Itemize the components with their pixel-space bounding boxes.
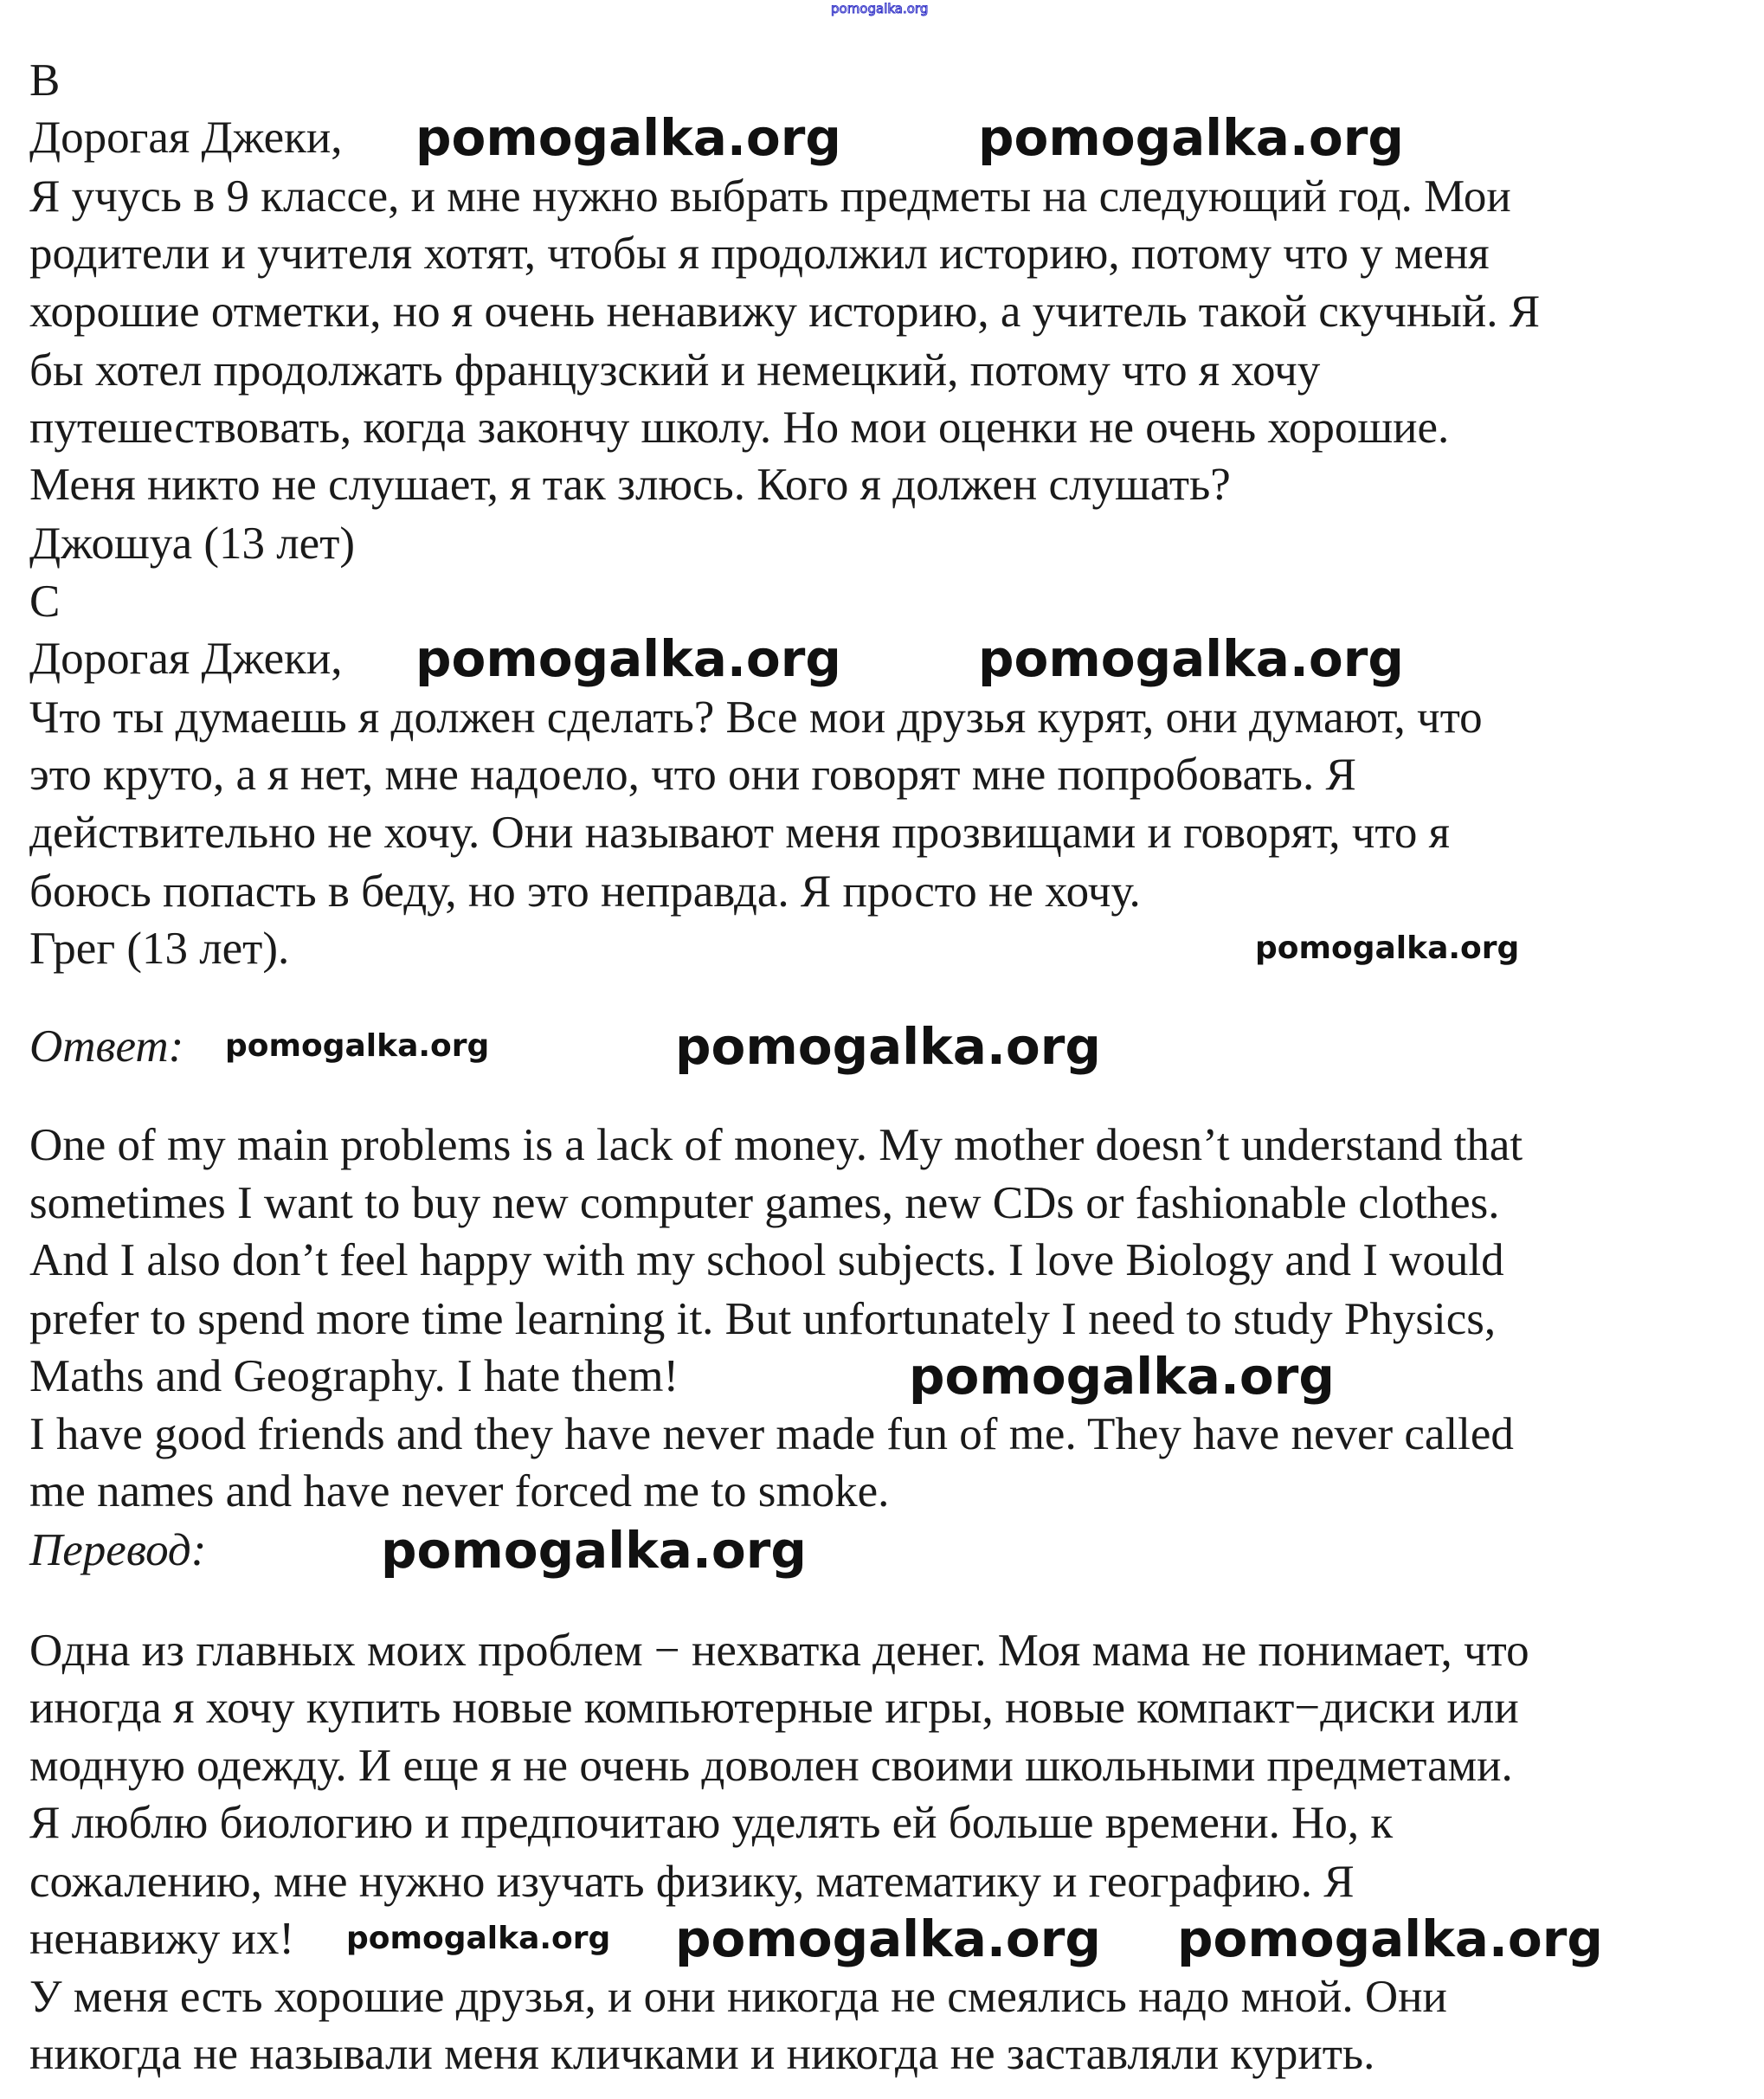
watermark: pomogalka.org: [1255, 930, 1520, 966]
watermark: pomogalka.org: [978, 108, 1404, 167]
watermark: pomogalka.org: [909, 1347, 1335, 1406]
letter-c-line: Что ты думаешь я должен сделать? Все мои друзья курят, они думают, что: [29, 692, 1483, 743]
answer-heading: Ответ:: [29, 1021, 184, 1072]
translation-line: модную одежду. И еще я не очень доволен своими школьными предметами.: [29, 1741, 1513, 1791]
watermark: pomogalka.org: [675, 1017, 1101, 1076]
letter-c-line: действительно не хочу. Они называют меня прозвищами и говорят, что я: [29, 808, 1451, 858]
answer-line: One of my main problems is a lack of money. My mother doesn’t understand that: [29, 1120, 1523, 1170]
letter-c-signature: Грег (13 лет).: [29, 924, 290, 974]
translation-line: Я люблю биологию и предпочитаю уделять ей больше времени. Но, к: [29, 1798, 1394, 1848]
letter-b-line: бы хотел продолжать французский и немецкий, потому что я хочу: [29, 345, 1321, 396]
answer-line: I have good friends and they have never made fun of me. They have never called: [29, 1409, 1514, 1459]
answer-line: And I also don’t feel happy with my school subjects. I love Biology and I would: [29, 1235, 1504, 1285]
letter-b-signature: Джошуа (13 лет): [29, 518, 356, 569]
watermark: pomogalka.org: [978, 629, 1404, 688]
answer-line: me names and have never forced me to smoke.: [29, 1466, 890, 1516]
translation-line: ненавижу их!: [29, 1914, 295, 1964]
letter-b-line: путешествовать, когда закончу школу. Но мои оценки не очень хорошие.: [29, 402, 1450, 453]
watermark: pomogalka.org: [415, 108, 841, 167]
letter-c-line: боюсь попасть в беду, но это неправда. Я просто не хочу.: [29, 866, 1141, 917]
translation-heading: Перевод:: [29, 1525, 207, 1575]
answer-line: prefer to spend more time learning it. But unfortunately I need to study Physics,: [29, 1294, 1497, 1344]
letter-b-greeting: Дорогая Джеки,: [29, 113, 343, 163]
letter-b-line: хорошие отметки, но я очень ненавижу историю, а учитель такой скучный. Я: [29, 287, 1541, 337]
translation-line: иногда я хочу купить новые компьютерные игры, новые компакт−диски или: [29, 1683, 1519, 1733]
watermark: pomogalka.org: [1177, 1909, 1603, 1968]
letter-c-label: C: [29, 576, 61, 627]
watermark: pomogalka.org: [225, 1028, 490, 1064]
translation-line: У меня есть хорошие друзья, и они никогда не смеялись надо мной. Они: [29, 1972, 1447, 2022]
watermark: pomogalka.org: [675, 1909, 1101, 1968]
translation-line: сожалению, мне нужно изучать физику, математику и географию. Я: [29, 1857, 1355, 1907]
translation-line: Одна из главных моих проблем − нехватка денег. Моя мама не понимает, что: [29, 1626, 1529, 1676]
top-watermark: pomogalka.org: [831, 1, 929, 16]
letter-c-greeting: Дорогая Джеки,: [29, 634, 343, 684]
letter-b-line: Я учусь в 9 классе, и мне нужно выбрать предметы на следующий год. Мои: [29, 171, 1511, 222]
translation-line: никогда не называли меня кличками и никогда не заставляли курить.: [29, 2029, 1375, 2079]
watermark: pomogalka.org: [381, 1521, 807, 1580]
answer-line: Maths and Geography. I hate them!: [29, 1351, 679, 1401]
watermark: pomogalka.org: [415, 629, 841, 688]
letter-b-line: родители и учителя хотят, чтобы я продолжил историю, потому что у меня: [29, 229, 1490, 279]
answer-line: sometimes I want to buy new computer games, new CDs or fashionable clothes.: [29, 1178, 1500, 1228]
letter-c-line: это круто, а я нет, мне надоело, что они говорят мне попробовать. Я: [29, 750, 1356, 800]
letter-b-label: B: [29, 55, 61, 106]
letter-b-line: Меня никто не слушает, я так злюсь. Кого я должен слушать?: [29, 460, 1231, 510]
watermark: pomogalka.org: [346, 1921, 611, 1956]
